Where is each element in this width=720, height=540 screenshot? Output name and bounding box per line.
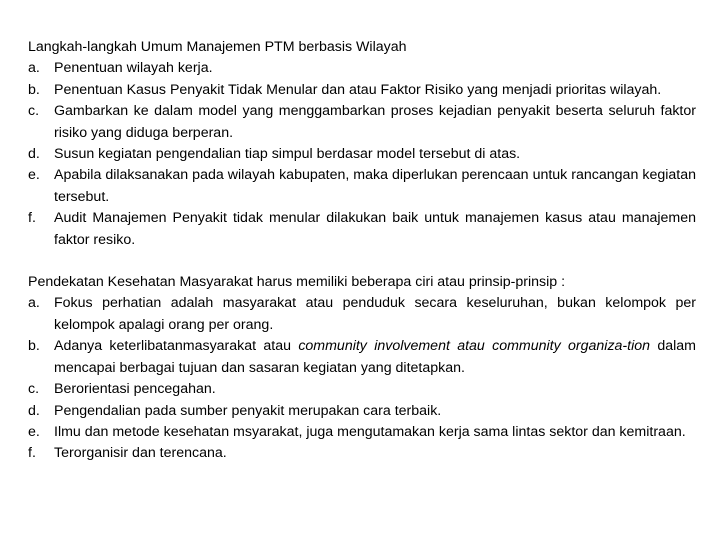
- section-ptm-steps: [28, 37, 696, 251]
- principles-list: [28, 293, 696, 464]
- list-item: [28, 80, 696, 101]
- steps-list: [28, 58, 696, 251]
- list-item-text: Penentuan Kasus Penyakit Tidak Menular dan atau Faktor Risiko yang menjadi prioritas wilayah.: [54, 81, 662, 98]
- list-item-italic-text: community involvement atau community organiza-tion: [298, 338, 651, 355]
- list-item: [28, 293, 696, 336]
- list-marker: f.: [28, 210, 36, 227]
- list-item: [28, 336, 696, 379]
- list-marker: a.: [28, 60, 40, 77]
- list-marker: a.: [28, 295, 40, 312]
- list-item-text: Apabila dilaksanakan pada wilayah kabupaten, maka diperlukan perencaan untuk rancangan kegiatan tersebut.: [54, 167, 696, 205]
- list-item-text: Gambarkan ke dalam model yang menggambarkan proses kejadian penyakit beserta seluruh faktor risiko yang diduga berperan.: [54, 103, 696, 141]
- list-item-text: Audit Manajemen Penyakit tidak menular dilakukan baik untuk manajemen kasus atau manajemen faktor resiko.: [54, 210, 696, 248]
- list-marker: c.: [28, 103, 40, 120]
- list-item-text: Adanya keterlibatanmasyarakat atau: [54, 338, 299, 355]
- section-heading: Langkah-langkah Umum Manajemen PTM berbasis Wilayah: [28, 39, 407, 55]
- list-marker: e.: [28, 167, 40, 184]
- list-item: [28, 165, 696, 208]
- list-marker: b.: [28, 81, 40, 98]
- list-item: [28, 144, 696, 165]
- list-marker: b.: [28, 338, 40, 355]
- section-heading: Pendekatan Kesehatan Masyarakat harus memiliki beberapa ciri atau prinsip-prinsip :: [28, 274, 566, 291]
- list-marker: c.: [28, 381, 40, 398]
- list-item-text: Ilmu dan metode kesehatan msyarakat, juga mengutamakan kerja sama lintas sektor dan kemitraan.: [54, 423, 686, 440]
- list-item-text: Fokus perhatian adalah masyarakat atau penduduk secara keseluruhan, bukan kelompok per kelompok apalagi orang per orang.: [54, 295, 696, 333]
- list-item: [28, 208, 696, 251]
- list-item-text: dalam mencapai berbagai tujuan dan sasaran kegiatan yang ditetapkan.: [54, 338, 696, 376]
- list-item: [28, 101, 696, 144]
- list-item-text: Susun kegiatan pengendalian tiap simpul berdasar model tersebut di atas.: [54, 146, 521, 163]
- list-item: [28, 443, 696, 464]
- section-public-health-principles: [28, 272, 696, 465]
- list-item-text: Terorganisir dan terencana.: [54, 445, 227, 462]
- list-marker: e.: [28, 423, 40, 440]
- list-item: [28, 401, 696, 422]
- list-marker: f.: [28, 445, 36, 462]
- list-marker: d.: [28, 146, 40, 163]
- list-item-text: Penentuan wilayah kerja.: [54, 60, 213, 77]
- list-item: [28, 422, 696, 443]
- list-item: [28, 379, 696, 400]
- list-item: [28, 58, 696, 79]
- list-item-text: Pengendalian pada sumber penyakit merupakan cara terbaik.: [54, 402, 442, 419]
- list-item-text: Berorientasi pencegahan.: [54, 381, 216, 398]
- list-marker: d.: [28, 402, 40, 419]
